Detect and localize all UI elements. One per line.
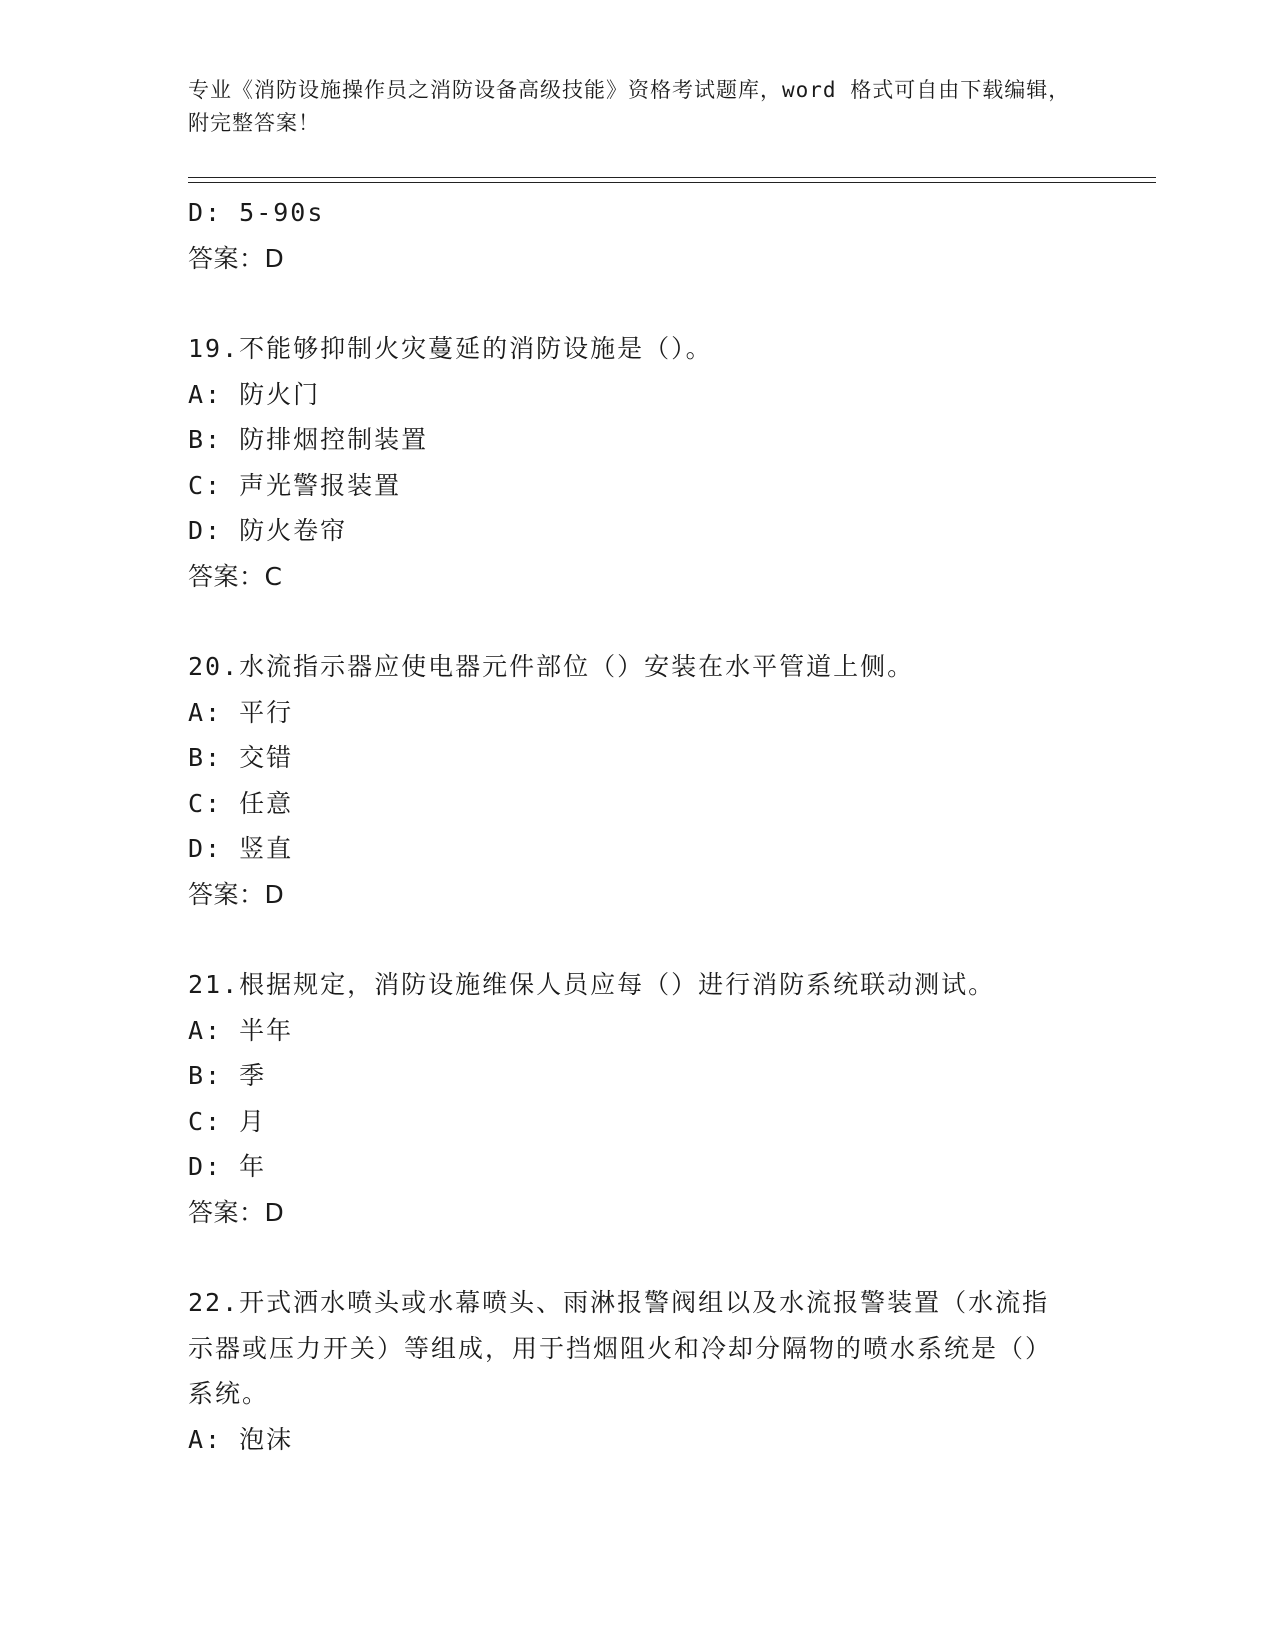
option-b: B: 季 — [188, 1061, 267, 1090]
spacer — [188, 1235, 1088, 1280]
question-22: 22.开式洒水喷头或水幕喷头、雨淋报警阀组以及水流报警装置（水流指示器或压力开关）等组成，用于挡烟阻火和冷却分隔物的喷水系统是（）系统。 — [188, 1288, 1053, 1408]
option-c: C: 声光警报装置 — [188, 470, 402, 500]
spacer — [188, 599, 1088, 644]
option-c: C: 月 — [188, 1106, 267, 1136]
answer: 答案：C — [188, 561, 283, 591]
question-21: 21.根据规定，消防设施维保人员应每（）进行消防系统联动测试。 — [188, 970, 996, 999]
option-b: B: 防排烟控制装置 — [188, 425, 429, 454]
spacer — [188, 917, 1088, 962]
option-a: A: 防火门 — [188, 379, 321, 409]
option-a: A: 平行 — [188, 697, 294, 727]
question-content — [188, 190, 1088, 1462]
header-divider-bottom — [188, 182, 1156, 183]
option-d: D: 防火卷帘 — [188, 516, 348, 545]
spacer — [188, 281, 1088, 326]
answer: 答案：D — [188, 1197, 285, 1227]
answer: 答案：D — [188, 879, 285, 909]
question-19: 19.不能够抑制火灾蔓延的消防设施是（）。 — [188, 334, 713, 363]
option-a: A: 半年 — [188, 1015, 294, 1045]
option-c: C: 任意 — [188, 788, 294, 818]
header-divider-top — [188, 177, 1156, 178]
document-header: 专业《消防设施操作员之消防设备高级技能》资格考试题库，word 格式可自由下载编辑，附完整答案！ — [188, 78, 1071, 135]
option-b: B: 交错 — [188, 743, 294, 772]
option-a: A: 泡沫 — [188, 1424, 294, 1454]
option-d: D: 年 — [188, 1152, 267, 1181]
question-20: 20.水流指示器应使电器元件部位（）安装在水平管道上侧。 — [188, 652, 915, 681]
option-d: D: 5-90s — [188, 198, 325, 227]
option-d: D: 竖直 — [188, 834, 294, 863]
answer: 答案：D — [188, 243, 285, 273]
